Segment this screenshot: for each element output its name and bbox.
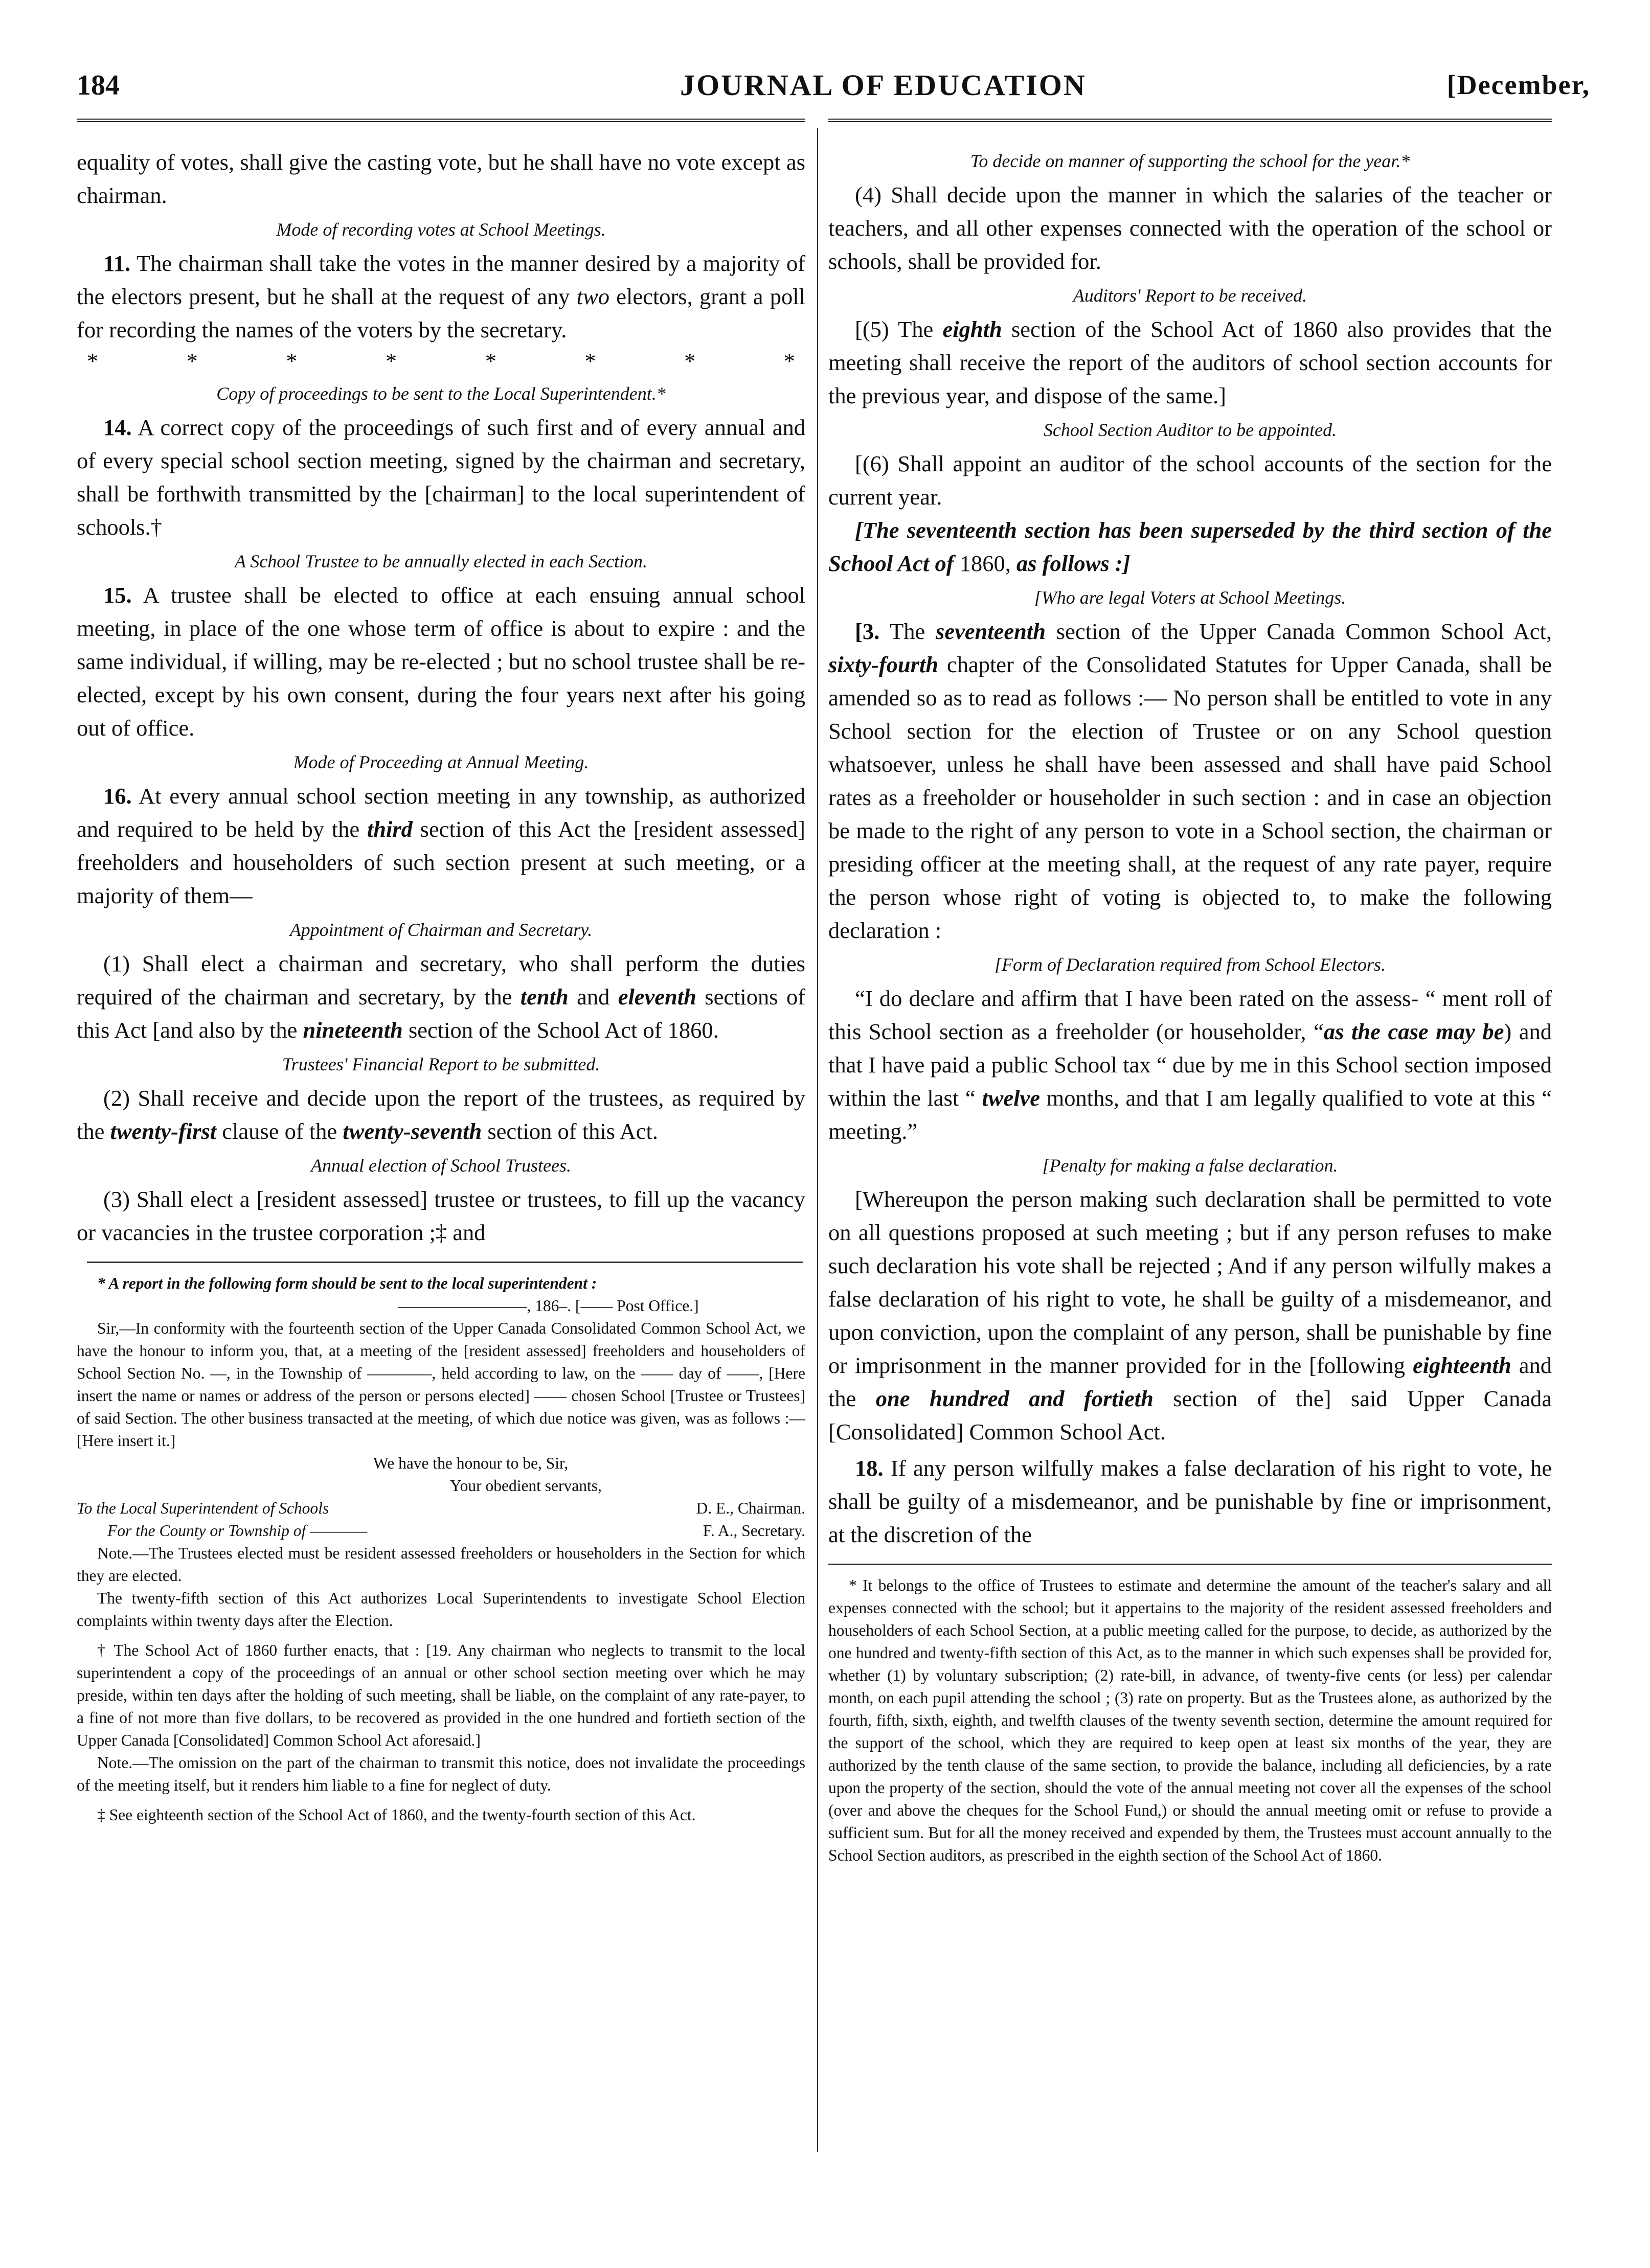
footnote-1-date-line: ————————, 186–. [—— Post Office.] [398, 1297, 699, 1315]
section-14-text: A correct copy of the proceedings of such first and of every annual and of every special school section meeting, signed by the chairman and secretary, shall be forthwith transmitted by the [chairman] to the local superintendent of schools.† [77, 415, 805, 540]
page-header [77, 59, 1590, 105]
header-rule-right [828, 119, 1552, 122]
declaration-text-part: months, and that I am legally qualified to vote at this “ meeting.” [828, 1085, 1552, 1144]
section-11 [77, 247, 805, 347]
section-16 [77, 780, 805, 912]
whereupon-text: and the [828, 1353, 1552, 1411]
footnote-3: ‡ See eighteenth section of the School Act of 1860, and the twenty-fourth section of this Act. [97, 1806, 696, 1824]
omission-stars [77, 347, 805, 376]
clause-2-text: section of this Act. [487, 1118, 659, 1144]
subheading-penalty: [Penalty for making a false declaration. [1042, 1155, 1338, 1176]
footnote-gap [77, 1797, 805, 1804]
section-number: 15. [103, 582, 132, 608]
subheading-auditors-report: Auditors' Report to be received. [1073, 285, 1307, 306]
subheading-decide-manner: To decide on manner of supporting the school for the year.* [970, 151, 1410, 171]
section-15 [77, 579, 805, 745]
footnote-1-addressee: For the County or Township of ———— [107, 1522, 368, 1540]
section-16-text-end: section of this Act the [resident assessed] freeholders and householders of such section present at such meeting, or a majority of them— [77, 816, 805, 908]
section-3-text: The [890, 618, 925, 644]
clause-1 [77, 947, 805, 1047]
star: * [584, 349, 596, 374]
declaration-text [828, 982, 1552, 1148]
clause-5 [828, 313, 1552, 413]
footnote-1-closing: Your obedient servants, [450, 1477, 602, 1495]
whereupon-emphasis: one hundred and fortieth [875, 1386, 1154, 1411]
paragraph-casting-vote: equality of votes, shall give the casting vote, but he shall have no vote except as chairman. [77, 149, 805, 208]
section-15-text: A trustee shall be elected to office at each ensuing annual school meeting, in place of the one whose term of office is about to expire : and the same individual, if willing, may be re-elected ; but no school trustee shall be re-elected, except by his own consent, during the four years next after his going out of office. [77, 582, 805, 741]
section-3-text: section of the Upper Canada Common School Act, [1056, 618, 1552, 644]
header-rule-left [77, 119, 805, 122]
clause-1-emphasis: nineteenth [303, 1017, 403, 1043]
footnote-1-signature-row [77, 1497, 805, 1520]
subheading-annual-election: Annual election of School Trustees. [311, 1155, 571, 1176]
footnote-1-intro-text: * A report in the following form should be sent to the local superintendent : [97, 1274, 597, 1292]
page-number: 184 [77, 70, 120, 101]
star: * [286, 349, 298, 374]
section-11-text: The chairman shall take the votes in the manner desired by a majority of the electors present, but he shall at the request of any [77, 250, 806, 309]
clause-5-text: section of the School Act of 1860 also provides that the meeting shall receive the report of the auditors of school section accounts for the previous year, and dispose of the same.] [828, 316, 1552, 408]
section-14 [77, 411, 805, 544]
clause-1-emphasis: tenth [520, 984, 569, 1010]
footnote-1-intro [77, 1272, 805, 1295]
clause-3: (3) Shall elect a [resident assessed] trustee or trustees, to fill up the vacancy or vacancies in the trustee corporation ;‡ and [77, 1186, 805, 1245]
declaration-text-part: “I do declare and affirm that I have been rated on the assess- “ ment roll of this School section as a freeholder (or householder, “ [828, 986, 1552, 1044]
paragraph-whereupon [828, 1183, 1552, 1449]
section-number: 14. [103, 415, 132, 440]
section-16-text: At every annual school section meeting in any township, as authorized and required to be held by the [77, 783, 805, 842]
section-number: 16. [103, 783, 132, 809]
footnote-gap [77, 1632, 805, 1639]
clause-2-text: (2) Shall receive and decide upon the report of the trustees, as required by the [77, 1085, 805, 1144]
star: * [783, 349, 795, 374]
footnotes-left [77, 1272, 805, 1826]
section-11-text-end: electors, grant a poll for recording the names of the voters by the secretary. [77, 284, 805, 342]
subheading-legal-voters: [Who are legal Voters at School Meetings. [1034, 587, 1346, 608]
section-18-text: If any person wilfully makes a false declaration of his right to vote, he shall be guilty of a misdemeanor, and be punishable by fine or imprisonment, at the discretion of the [828, 1455, 1552, 1547]
section-number: 11. [103, 250, 131, 276]
footnote-1-twenty-fifth: The twenty-fifth section of this Act authorizes Local Superintendents to investigate School Election complaints within twenty days after the Election. [77, 1589, 805, 1630]
whereupon-text: section of the] said Upper Canada [Consolidated] Common School Act. [828, 1386, 1552, 1445]
section-3-emphasis: sixty-fourth [828, 652, 939, 677]
clause-2-text: clause of the [222, 1118, 337, 1144]
header-month: [December, [1446, 70, 1590, 100]
clause-1-text: (1) Shall elect a chairman and secretary, who shall perform the duties required of the chairman and secretary, by the [77, 951, 805, 1010]
section-3 [828, 615, 1552, 947]
subheading-financial-report: Trustees' Financial Report to be submitted. [282, 1054, 600, 1074]
section-number: [3. [855, 618, 880, 644]
footnote-1-signature: D. E., Chairman. [696, 1499, 805, 1517]
whereupon-emphasis: eighteenth [1412, 1353, 1511, 1378]
footnote-rule [828, 1564, 1552, 1565]
footnote-1-signature-row [77, 1520, 805, 1542]
footnote-1-body: Sir,—In conformity with the fourteenth section of the Upper Canada Consolidated Common School Act, we have the honour to inform you, that, at a meeting of the [resident assessed] freeholders and householders of School Section No. —, in the Township of ————, held according to law, on the —— day of ——, [Here insert the name or names or address of the person or persons elected] —— chosen School [Trustee or Trustees] of said Section. The other business transacted at the meeting, of which due notice was given, was as follows :—[Here insert it.] [77, 1319, 805, 1450]
clause-6: [(6) Shall appoint an auditor of the school accounts of the section for the current year. [828, 451, 1552, 510]
footnote-1-signature: F. A., Secretary. [703, 1522, 805, 1540]
clause-2-emphasis: twenty-first [110, 1118, 217, 1144]
section-11-emphasis: two [576, 284, 609, 309]
star: * [386, 349, 397, 374]
paragraph-superseded [828, 514, 1552, 580]
section-16-emphasis: third [367, 816, 413, 842]
star: * [186, 349, 198, 374]
clause-1-emphasis: eleventh [618, 984, 696, 1010]
clause-5-text: [(5) The [855, 316, 934, 342]
subheading-form-declaration: [Form of Declaration required from School Electors. [994, 954, 1386, 975]
footnote-1-addressee: To the Local Superintendent of Schools [77, 1499, 329, 1517]
declaration-emphasis: twelve [982, 1085, 1040, 1111]
footnote-1-closing: We have the honour to be, Sir, [373, 1454, 569, 1472]
subheading-appointment: Appointment of Chairman and Secretary. [289, 920, 593, 940]
star: * [87, 349, 98, 374]
section-3-text: chapter of the Consolidated Statutes for Upper Canada, shall be amended so as to read as follows :— No person shall be entitled to vote in any School section for the election of Trustee or on any School question whatsoever, unless he shall have been assessed and shall have paid School rates as a freeholder or householder in such section : and in case an objection be made to the right of any person to vote in a School section, the chairman or presiding officer at the meeting shall, at the request of any rate payer, require the person whose right of voting is objected to, to make the following declaration : [828, 652, 1552, 943]
whereupon-text: [Whereupon the person making such declaration shall be permitted to vote on all questions proposed at such meeting ; but if any person refuses to make such declaration his vote shall be rejected ; And if any person wilfully makes a false declaration of his right to vote, he shall be guilty of a misdemeanor, and upon conviction, upon the complaint of any person, shall be punishable by fine or imprisonment in the manner provided for in the [following [828, 1186, 1552, 1378]
subheading-mode-recording: Mode of recording votes at School Meetings. [276, 219, 606, 240]
clause-1-text: and [577, 984, 610, 1010]
clause-5-emphasis: eighth [942, 316, 1002, 342]
right-column [828, 146, 1552, 1867]
footnote-star: * It belongs to the office of Trustees to estimate and determine the amount of the teacher's salary and all expenses connected with the school; but it appertains to the majority of the resident assessed freeholders and householders of each School Section, at a public meeting called for the purpose, to decide, as authorized by the one hundred and twenty-fifth section of this Act, as to the manner in which such expenses shall be provided for, whether (1) by voluntary subscription; (2) rate-bill, in advance, of twenty-five cents (or less) per calendar month, on each pupil attending the school ; (3) rate on property. But as the Trustees alone, as authorized by the fourth, fifth, sixth, eighth, and twelfth clauses of the twenty seventh section, determine the amount required for the support of the school, which they are required to keep open at least six months of the year, they are authorized by the tenth clause of the same section, to provide the balance, including all deficiencies, by a rate upon the property of the section, should the vote of the annual meeting not cover all the expenses of the school (over and above the cheques for the School Fund,) or should the annual meeting omit or refuse to provide a sufficient sum. But for all the money received and expended by them, the Trustees must account annually to the School Section auditors, as prescribed in the eighth section of the School Act of 1860. [828, 1576, 1552, 1864]
footnote-2-note: Note.—The omission on the part of the chairman to transmit this notice, does not invalidate the proceedings of the meeting itself, but it renders him liable to a fine for neglect of duty. [77, 1754, 805, 1794]
footnote-2: † The School Act of 1860 further enacts, that : [19. Any chairman who neglects to transmit to the local superintendent a copy of the proceedings of an annual or other school section meeting over which he may preside, within ten days after the holding of such meeting, shall be liable, on the complaint of any rate-payer, to a fine of not more than five dollars, to be recovered as provided in the one hundred and fortieth section of the Upper Canada [Consolidated] Common School Act aforesaid.] [77, 1641, 805, 1749]
clause-4: (4) Shall decide upon the manner in which the salaries of the teacher or teachers, and all other expenses connected with the operation of the school or schools, shall be provided for. [828, 182, 1552, 274]
footnotes-right [828, 1574, 1552, 1867]
section-3-emphasis: seventeenth [936, 618, 1046, 644]
section-18 [828, 1452, 1552, 1551]
subheading-trustee-elected: A School Trustee to be annually elected in each Section. [234, 551, 648, 571]
subheading-mode-proceeding: Mode of Proceeding at Annual Meeting. [293, 752, 589, 772]
journal-title: JOURNAL OF EDUCATION [680, 68, 1087, 102]
declaration-text-part: ) and that I have paid a public School tax “ due by me in this School section imposed within the last “ [828, 1019, 1552, 1111]
star: * [485, 349, 496, 374]
column-divider [817, 128, 818, 2152]
clause-1-text: section of the School Act of 1860. [408, 1017, 719, 1043]
footnote-1-note: Note.—The Trustees elected must be resident assessed freeholders or householders in the Section for which they are elected. [77, 1544, 805, 1585]
left-column [77, 146, 805, 1826]
star: * [684, 349, 696, 374]
clause-2-emphasis: twenty-seventh [343, 1118, 482, 1144]
superseded-text: [The seventeenth section has been superseded by the third section of the School Act of [828, 517, 1552, 576]
subheading-copy-proceedings: Copy of proceedings to be sent to the Local Superintendent.* [216, 383, 666, 404]
subheading-auditor-appointed: School Section Auditor to be appointed. [1043, 420, 1337, 440]
clause-1-text: sections of this Act [and also by the [77, 984, 806, 1043]
declaration-emphasis: as the case may be [1323, 1019, 1504, 1044]
clause-2 [77, 1082, 805, 1148]
superseded-year: 1860, [959, 551, 1011, 576]
footnote-rule [87, 1262, 803, 1263]
superseded-text-end: as follows :] [1016, 551, 1131, 576]
section-number: 18. [855, 1455, 884, 1481]
